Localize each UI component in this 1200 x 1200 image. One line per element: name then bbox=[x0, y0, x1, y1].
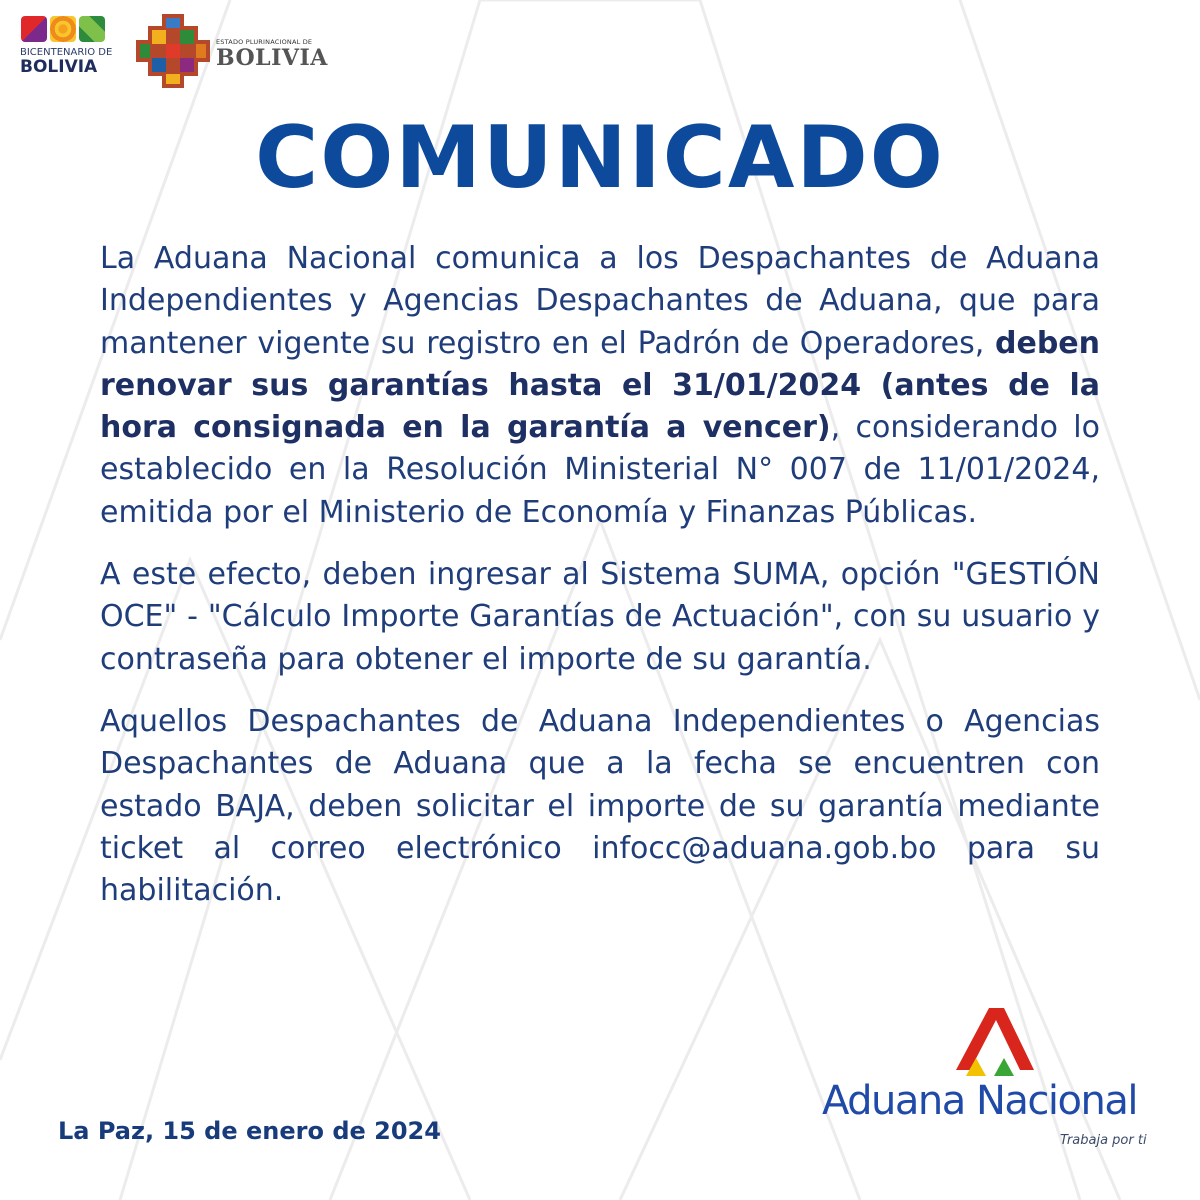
estado-title: BOLIVIA bbox=[216, 45, 328, 71]
bicentenario-subtitle: BICENTENARIO DE bbox=[20, 47, 113, 58]
estado-subtitle: ESTADO PLURINACIONAL DE bbox=[216, 38, 313, 46]
chakana-emblem-icon bbox=[136, 14, 210, 88]
estado-plurinacional-logo bbox=[136, 14, 336, 88]
aduana-logo-name: Aduana Nacional bbox=[822, 1078, 1137, 1124]
bicentenario-icon-spiral bbox=[50, 16, 76, 42]
bicentenario-logo bbox=[20, 16, 113, 86]
bicentenario-title: BOLIVIA bbox=[20, 57, 98, 77]
paragraph-3: Aquellos Despachantes de Aduana Independientes o Agencias Despachantes de Aduana que a la fecha se encuentren con estado BAJA, deben solicitar el importe de su garantía mediante ticket al correo electrónico infocc@aduana.gob.bo para su habilitación. bbox=[100, 703, 1100, 909]
aduana-nacional-logo bbox=[822, 1008, 1152, 1168]
aduana-logo-tagline: Trabaja por ti bbox=[1060, 1133, 1147, 1148]
page-title: COMUNICADO bbox=[255, 108, 945, 208]
paragraph-1-bold: deben renovar sus garantías hasta el 31/01/2024 (antes de la hora consignada en la garantía a vencer) bbox=[100, 325, 1100, 446]
communique-body bbox=[100, 238, 1100, 932]
paragraph-1-text-a: La Aduana Nacional comunica a los Despachantes de Aduana Independientes y Agencias Despachantes de Aduana, que para mantener vigente su registro en el Padrón de Operadores, bbox=[100, 241, 1100, 361]
paragraph-1-text-b: , considerando lo establecido en la Resolución Ministerial N° 007 de 11/01/2024, emitida por el Ministerio de Economía y Finanzas Públicas. bbox=[100, 410, 1100, 530]
aduana-mountain-icon bbox=[944, 1008, 1034, 1078]
bicentenario-icon-red bbox=[21, 16, 47, 42]
paragraph-1 bbox=[100, 238, 1100, 534]
place-date: La Paz, 15 de enero de 2024 bbox=[58, 1117, 441, 1145]
bicentenario-icon-green bbox=[79, 16, 105, 42]
paragraph-2: A este efecto, deben ingresar al Sistema SUMA, opción "GESTIÓN OCE" - "Cálculo Importe Garantías de Actuación", con su usuario y contraseña para obtener el importe de su garantía. bbox=[100, 557, 1100, 677]
bicentenario-icons bbox=[21, 16, 110, 42]
